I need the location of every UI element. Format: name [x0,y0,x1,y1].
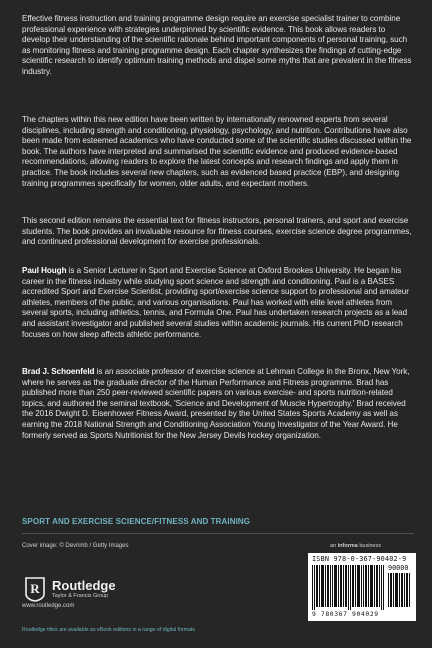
informa-suffix: business [357,543,382,549]
routledge-logo-icon [22,576,48,602]
description-text-1: Effective fitness instruction and training programme design require an exercise specialist trainer to combine professional experience with strategies underpinned by scientific evidence. This book allows readers to develop their understanding of the scientific rationale behind important components of personal training, such as monitoring fitness and training programme design. Each chapter synthesizes the findings of cutting-edge scientific research to identify optimum training methods and dispel some myths that are prevalent in the fitness industry. [22,14,412,76]
isbn-label: ISBN 978-0-367-90402-9 [312,555,407,563]
description-paragraph-3 [22,216,414,248]
publisher-logo [22,576,116,602]
informa-brand: informa [337,543,358,549]
author-bio-text-2: is an associate professor of exercise science at Lehman College in the Bronx, New York, where he serves as the graduate director of the Human Performance and Fitness programme. Brad has published more than 250 peer-reviewed scientific papers on various exercise- and sports nutrition-related topics, and authored the seminal textbook, 'Science and Development of Muscle Hypertrophy.' Brad received the 2016 Dwight D. Eisenhower Fitness Award, presented by the United States Sports Academy as well as earning the 2018 National Strength and Conditioning Association Young Investigator of the Year Award. He formerly served as Sports Nutritionist for the New Jersey Devils hockey organization. [22,367,410,440]
price-code: 90000 [388,564,409,572]
informa-prefix: an [330,543,338,549]
author-name-1: Paul Hough [22,266,67,275]
description-paragraph-2 [22,115,414,189]
svg-text:R: R [30,581,40,596]
divider [22,533,414,534]
barcode-number: 9 780367 904029 [312,610,379,618]
author-bio-2 [22,367,414,441]
ebook-note: Routledge titles are available as eBook editions in a range of digital formats [22,627,196,633]
description-text-3: This second edition remains the essential text for fitness instructors, personal trainers, and sport and exercise students. The book provides an invaluable resource for fitness courses, exercise science degree programmes, and continued professional development for exercise professionals. [22,216,412,247]
author-name-2: Brad J. Schoenfeld [22,367,95,376]
informa-business-label [330,543,381,549]
publisher-group: Taylor & Francis Group [52,592,109,599]
publisher-website: www.routledge.com [22,603,75,609]
publisher-name: Routledge [52,577,116,593]
ean-barcode-bars [312,565,386,610]
price-barcode-bars [388,573,412,607]
author-bio-text-1: is a Senior Lecturer in Sport and Exercise Science at Oxford Brookes University. He began his career in the fitness industry while studying sport science and strength and conditioning. Paul is a BASES accredited Sport and Exercise Scientist, providing sport/exercise science support to professional and amateur athletes, members of the public, and various organisations. Paul has worked with elite level athletes from several sports, including athletics, tennis, and Formula One. Paul has undertaken research projects as a lead and assistant investigator and published several studies within academic journals. His current PhD research focuses on how sleep affects athletic performance. [22,266,409,339]
cover-credit: Cover image: © Devrimb / Getty Images [22,543,129,549]
author-bio-1 [22,266,414,340]
subject-category: SPORT AND EXERCISE SCIENCE/FITNESS AND TRAINING [22,517,251,526]
description-text-2: The chapters within this new edition have been written by internationally renowned experts from several disciplines, including strength and conditioning, physiology, psychology, and nutrition. Contributions have also been made from esteemed academics who have conducted some of the scientific studies discussed within the book. The authors have interpreted and summarised the scientific evidence and produced evidence-based recommendations, allowing readers to explore the latest concepts and research findings and apply them in practice. The book includes several new chapters, such as evidenced based practice (EBP), and designing training programmes specifically for women, older adults, and expectant mothers. [22,115,412,188]
isbn-barcode [308,553,416,621]
description-paragraph-1 [22,14,414,78]
